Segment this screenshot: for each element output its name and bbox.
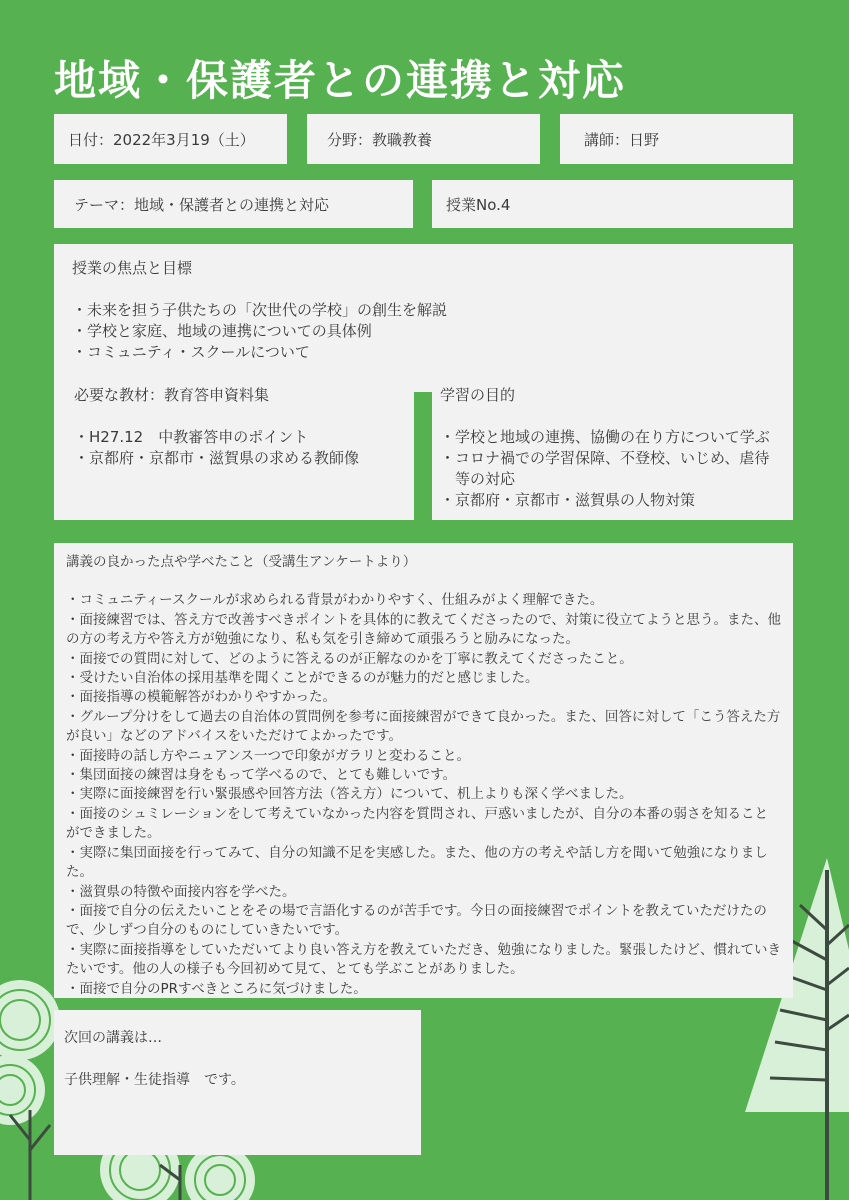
focus-heading: 授業の焦点と目標 xyxy=(72,259,193,277)
purpose-list xyxy=(440,427,770,511)
class-number-text: 授業No.4 xyxy=(446,195,511,214)
instructor-text: 講師：日野 xyxy=(584,130,660,149)
list-item: ・実際に集団面接を行ってみて、自分の知識不足を実感した。また、他の方の考えや話し方を聞いて勉強になりました。 xyxy=(66,844,768,881)
list-item: ・コミュニティースクールが求められる背景がわかりやすく、仕組みがよく理解できた。 xyxy=(66,592,604,609)
materials-list xyxy=(74,427,359,469)
focus-list xyxy=(72,300,447,363)
list-item: ・集団面接の練習は身をもって学べるので、とても難しいです。 xyxy=(66,767,457,784)
list-item: ・面接での質問に対して、どのように答えるのが正解なのかを丁寧に教えてくださったこと。 xyxy=(66,650,633,667)
next-lecture-topic: 子供理解・生徒指導 です。 xyxy=(64,1072,245,1088)
list-item: ・京都府・京都市・滋賀県の求める教師像 xyxy=(74,449,360,467)
list-item: ・面接のシュミレーションをして考えていなかった内容を質問され、戸惑いましたが、自分の本番の弱さを知ることができました。 xyxy=(66,805,768,842)
field-box xyxy=(307,114,540,164)
list-item: ・受けたい自治体の採用基準を聞くことができるのが魅力的だと感じました。 xyxy=(66,670,539,687)
list-item: ・学校と家庭、地域の連携についての具体例 xyxy=(72,322,372,340)
page-title: 地域・保護者との連携と対応 xyxy=(54,56,627,105)
list-item: ・コロナ禍での学習保障、不登校、いじめ、虐待 xyxy=(440,449,770,467)
theme-text: テーマ：地域・保護者との連携と対応 xyxy=(74,195,330,214)
list-item: ・実際に面接練習を行い緊張感や回答方法（答え方）について、机上よりも深く学べました。 xyxy=(66,786,633,803)
review-list xyxy=(66,591,781,999)
list-item: ・H27.12 中教審答申のポイント xyxy=(74,428,309,446)
class-number-box xyxy=(432,180,793,228)
review-heading: 講義の良かった点や学べたこと（受講生アンケートより） xyxy=(66,554,417,570)
next-lecture-panel xyxy=(54,1010,421,1155)
list-item: ・面接で自分のPRすべきところに気づけました。 xyxy=(66,980,367,997)
theme-box xyxy=(54,180,413,228)
next-lecture-label: 次回の講義は… xyxy=(64,1030,162,1046)
list-item: ・実際に面接指導をしていただいてより良い答え方を教えていただき、勉強になりました。緊張したけど、慣れていきたいです。他の人の様子も今回初めて見て、とても学ぶことがありました。 xyxy=(66,941,781,978)
date-box xyxy=(54,114,287,164)
list-item: ・滋賀県の特徴や面接内容を学べた。 xyxy=(66,883,296,900)
list-item: ・面接で自分の伝えたいことをその場で言語化するのが苦手です。今日の面接練習でポイントを教えていただけたので、少しずつ自分のものにしていきたいです。 xyxy=(66,902,767,939)
purpose-heading: 学習の目的 xyxy=(440,386,516,404)
list-item: ・学校と地域の連携、協働の在り方について学ぶ xyxy=(440,428,770,446)
instructor-box xyxy=(560,114,793,164)
field-text: 分野：教職教養 xyxy=(327,130,433,149)
date-text: 日付：2022年3月19（土） xyxy=(68,130,255,149)
list-item: 等の対応 xyxy=(440,470,516,488)
materials-heading: 必要な教材：教育答申資料集 xyxy=(74,386,270,404)
list-item: ・面接時の話し方やニュアンス一つで印象がガラリと変わること。 xyxy=(66,747,471,764)
list-item: ・グループ分けをして過去の自治体の質問例を参考に面接練習ができて良かった。また、回答に対して「こう答えた方が良い」などのアドバイスをいただけてよかったです。 xyxy=(66,708,781,745)
list-item: ・コミュニティ・スクールについて xyxy=(72,343,310,361)
list-item: ・面接指導の模範解答がわかりやすかった。 xyxy=(66,689,336,706)
review-panel xyxy=(54,543,793,998)
list-item: ・未来を担う子供たちの「次世代の学校」の創生を解説 xyxy=(72,301,448,319)
list-item: ・京都府・京都市・滋賀県の人物対策 xyxy=(440,491,696,509)
list-item: ・面接練習では、答え方で改善すべきポイントを具体的に教えてくださったので、対策に役立てようと思う。また、他の方の考え方や答え方が勉強になり、私も気を引き締めて頑張ろうと励みになった。 xyxy=(66,611,781,648)
